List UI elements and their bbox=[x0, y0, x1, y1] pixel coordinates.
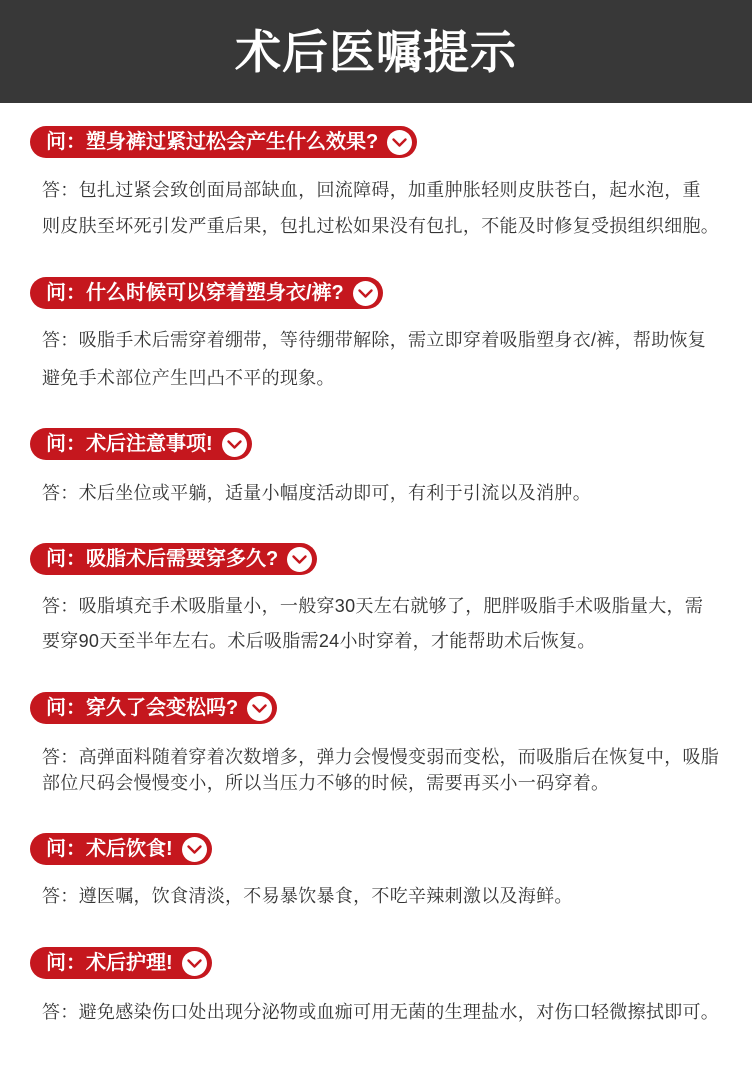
question-pill bbox=[30, 277, 383, 309]
chevron-down-icon bbox=[246, 695, 273, 722]
qa-item bbox=[0, 428, 752, 511]
question-pill bbox=[30, 833, 212, 865]
answer-line: 答：包扎过紧会致创面局部缺血，回流障碍，加重肿胀轻则皮肤苍白，起水泡，重 bbox=[42, 180, 701, 200]
answer-line: 避免手术部位产生凹凸不平的现象。 bbox=[42, 368, 335, 388]
qa-item bbox=[0, 947, 752, 1030]
qa-item bbox=[0, 692, 752, 796]
answer-text bbox=[42, 744, 742, 796]
qa-item bbox=[0, 543, 752, 659]
answer-line: 则皮肤至坏死引发严重后果，包扎过松如果没有包扎，不能及时修复受损组织细胞。 bbox=[42, 216, 720, 236]
qa-item bbox=[0, 126, 752, 244]
question-pill bbox=[30, 947, 212, 979]
answer-line: 答：遵医嘱，饮食清淡，不易暴饮暴食，不吃辛辣刺激以及海鲜。 bbox=[42, 886, 573, 906]
page-header bbox=[0, 0, 752, 103]
answer-line: 答：高弹面料随着穿着次数增多，弹力会慢慢变弱而变松，而吸脂后在恢复中，吸脂 bbox=[42, 747, 720, 767]
chevron-down-icon bbox=[181, 836, 208, 863]
chevron-down-icon bbox=[181, 950, 208, 977]
answer-text bbox=[42, 589, 742, 659]
answer-text bbox=[42, 878, 742, 914]
chevron-down-icon bbox=[286, 546, 313, 573]
question-text: 问：吸脂术后需要穿多久? bbox=[46, 548, 279, 570]
question-pill bbox=[30, 692, 277, 724]
answer-line: 要穿90天至半年左右。术后吸脂需24小时穿着，才能帮助术后恢复。 bbox=[42, 631, 596, 651]
answer-line: 部位尺码会慢慢变小，所以当压力不够的时候，需要再买小一码穿着。 bbox=[42, 773, 610, 793]
chevron-down-icon bbox=[221, 431, 248, 458]
question-text: 问：术后饮食! bbox=[46, 838, 173, 860]
question-text: 问：什么时候可以穿着塑身衣/裤? bbox=[46, 282, 344, 304]
answer-line: 答：吸脂手术后需穿着绷带，等待绷带解除，需立即穿着吸脂塑身衣/裤，帮助恢复 bbox=[42, 330, 707, 350]
page-title: 术后医嘱提示 bbox=[235, 25, 517, 78]
question-pill bbox=[30, 126, 417, 158]
answer-text bbox=[42, 994, 742, 1030]
question-text: 问：塑身裤过紧过松会产生什么效果? bbox=[46, 131, 379, 153]
answer-text bbox=[42, 321, 742, 397]
qa-item bbox=[0, 833, 752, 914]
question-pill bbox=[30, 428, 252, 460]
question-text: 问：术后护理! bbox=[46, 952, 173, 974]
answer-line: 答：术后坐位或平躺，适量小幅度活动即可，有利于引流以及消肿。 bbox=[42, 483, 591, 503]
chevron-down-icon bbox=[352, 280, 379, 307]
question-text: 问：穿久了会变松吗? bbox=[46, 697, 239, 719]
answer-text bbox=[42, 475, 742, 511]
question-pill bbox=[30, 543, 317, 575]
answer-line: 答：吸脂填充手术吸脂量小，一般穿30天左右就够了，肥胖吸脂手术吸脂量大，需 bbox=[42, 596, 704, 616]
answer-text bbox=[42, 172, 742, 244]
qa-item bbox=[0, 277, 752, 397]
chevron-down-icon bbox=[386, 129, 413, 156]
answer-line: 答：避免感染伤口处出现分泌物或血痂可用无菌的生理盐水，对伤口轻微擦拭即可。 bbox=[42, 1002, 720, 1022]
question-text: 问：术后注意事项! bbox=[46, 433, 213, 455]
